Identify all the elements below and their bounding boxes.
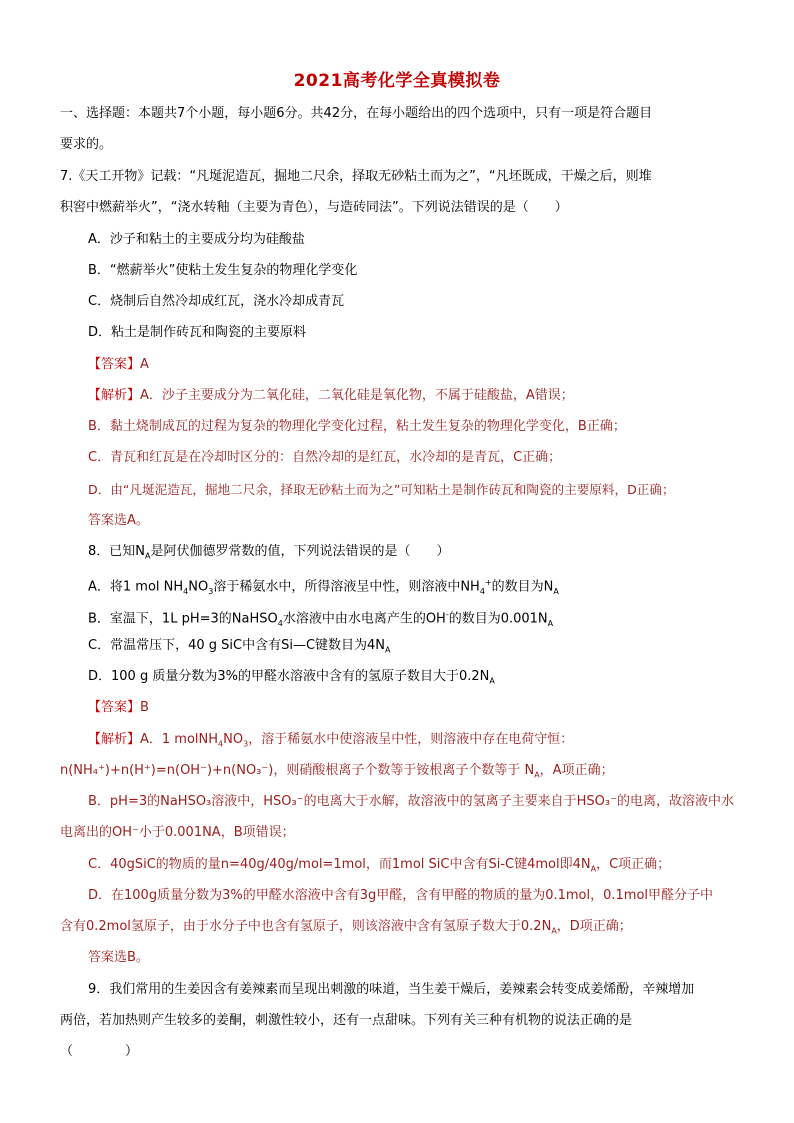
- q7-stem-line-1: 7.《天工开物》记载：“凡埏泥造瓦，掘地二尺余，择取无砂粘土而为之”，“凡坯既成，干燥之后，则堆: [60, 169, 652, 184]
- superscript: -: [445, 610, 449, 619]
- q8-analysis-c: [88, 855, 670, 880]
- subscript: 4: [277, 618, 283, 628]
- subscript: A: [547, 618, 554, 628]
- subscript: 3: [243, 739, 249, 749]
- subscript: A: [590, 864, 597, 874]
- answer-tag: 【答案】: [88, 357, 141, 372]
- q8-analysis-a-equation: [60, 761, 614, 786]
- subscript: A: [385, 645, 391, 655]
- q8-answer: [88, 698, 149, 718]
- q8-option-d-text: D．100 g 质量分数为3%的甲醛水溶液中含有的氢原子数目大于0.2N: [88, 669, 490, 684]
- analysis-text: C．40gSiC的物质的量n=40g/40g/mol=1mol，而1mol SiC中含有Si-C键4mol即4N: [88, 857, 591, 872]
- q8-option-a-text: 的数目为N: [491, 579, 554, 595]
- analysis-text: ，溶于稀氨水中使溶液呈中性，则溶液中存在电荷守恒：: [248, 732, 574, 747]
- q8-option-b-text: B．室温下，1L pH=3的NaHSO: [88, 611, 278, 627]
- q7-conclusion: 答案选A。: [88, 513, 149, 528]
- analysis-text: ，A项正确；: [539, 763, 614, 778]
- q7-option-a: A．沙子和粘土的主要成分均为硅酸盐: [88, 232, 305, 247]
- analysis-text: n(NH₄⁺)+n(H⁺)=n(OH⁻)+n(NO₃⁻)，则硝酸根离子个数等于铵根离子个数等于 N: [60, 763, 535, 778]
- superscript: +: [484, 578, 492, 587]
- q8-option-d: [88, 667, 495, 692]
- subscript: 4: [183, 586, 189, 596]
- q8-stem-post: 是阿伏伽德罗常数的值，下列说法错误的是（ ）: [150, 544, 450, 559]
- q8-option-a: [88, 573, 559, 602]
- section-intro-line-2: 要求的。: [60, 137, 113, 152]
- analysis-text: NO: [223, 732, 244, 747]
- analysis-text: 含有0.2mol氢原子，由于水分子中也含有氢原子，则该溶液中含有氢原子数大于0.2N: [60, 919, 552, 934]
- subscript: 4: [479, 586, 485, 596]
- q8-option-b-text: 水溶液中由水电离产生的OH: [282, 611, 446, 627]
- analysis-tag: 【解析】: [88, 388, 141, 403]
- q8-option-a-text: NO: [188, 579, 209, 595]
- section-intro-line-1: 一、选择题：本题共7个小题，每小题6分。共42分，在每小题给出的四个选项中，只有一项是符合题目: [60, 106, 653, 121]
- answer-tag: 【答案】: [88, 700, 141, 715]
- q7-stem-line-2: 积窖中燃薪举火”，“浇水转釉（主要为青色），与造砖同法”。下列说法错误的是（ ）: [60, 200, 568, 215]
- q8-option-a-text: A．将1 mol NH: [88, 579, 184, 595]
- q8-analysis-d-line-2: [60, 917, 632, 942]
- q8-analysis-b-line-1: B．pH=3的NaHSO₃溶液中，HSO₃⁻的电离大于水解，故溶液中的氢离子主要来自于HSO₃⁻的电离，故溶液中水: [88, 794, 734, 809]
- q9-stem-line-1: 9．我们常用的生姜因含有姜辣素而呈现出刺激的味道，当生姜干燥后，姜辣素会转变成姜烯酚，辛辣增加: [88, 982, 695, 997]
- q7-option-c: C．烧制后自然冷却成红瓦，浇水冷却成青瓦: [88, 294, 345, 309]
- q8-option-b-text: 的数目为0.001N: [448, 611, 548, 627]
- q7-option-d: D．粘土是制作砖瓦和陶瓷的主要原料: [88, 325, 307, 340]
- q7-analysis-c: C．青瓦和红瓦是在冷却时区分的：自然冷却的是红瓦，水冷却的是青瓦，C正确；: [88, 450, 562, 465]
- q8-option-c-text: C．常温常压下，40 g SiC中含有Si—C键数目为4N: [88, 638, 386, 653]
- subscript: 3: [208, 586, 214, 596]
- q8-option-a-text: 溶于稀氨水中，所得溶液呈中性，则溶液中NH: [213, 579, 480, 595]
- q8-conclusion: 答案选B。: [88, 950, 149, 965]
- subscript: 4: [218, 739, 224, 749]
- q8-stem: [88, 542, 450, 567]
- q8-stem-sub: A: [145, 551, 151, 561]
- q8-option-c: [88, 636, 391, 661]
- subscript: A: [553, 586, 559, 596]
- q7-option-b: B．“燃薪举火”使粘土发生复杂的物理化学变化: [88, 263, 358, 278]
- analysis-text: ，C项正确；: [596, 857, 671, 872]
- q8-analysis-a: [88, 730, 573, 755]
- q7-analysis-a: [88, 386, 574, 406]
- q8-option-b: [88, 605, 553, 634]
- answer-value: B: [140, 700, 149, 715]
- q8-analysis-d-line-1: D．在100g质量分数为3%的甲醛水溶液中含有3g甲醛，含有甲醛的物质的量为0.1mol，0.1mol甲醛分子中: [88, 888, 714, 903]
- subscript: A: [534, 770, 540, 780]
- analysis-text: ，D项正确；: [556, 919, 632, 934]
- analysis-text: A．沙子主要成分为二氧化硅，二氧化硅是氧化物，不属于硅酸盐，A错误；: [140, 388, 574, 403]
- q7-answer: [88, 355, 149, 375]
- page-title: 2021高考化学全真模拟卷: [293, 71, 501, 91]
- subscript: A: [551, 926, 557, 936]
- q8-stem-pre: 8．已知N: [88, 544, 145, 559]
- analysis-tag: 【解析】: [88, 732, 141, 747]
- q9-answer-blank: （ ）: [60, 1044, 139, 1059]
- q7-analysis-d: D．由“凡埏泥造瓦，掘地二尺余，择取无砂粘土而为之”可知粘土是制作砖瓦和陶瓷的主要原料，D正确；: [88, 482, 675, 497]
- q7-analysis-b: B．黏土烧制成瓦的过程为复杂的物理化学变化过程，粘土发生复杂的物理化学变化，B正确；: [88, 419, 626, 434]
- answer-value: A: [140, 357, 149, 372]
- q8-analysis-b-line-2: 电离出的OH⁻小于0.001NA，B项错误；: [60, 825, 295, 840]
- q9-stem-line-2: 两倍，若加热则产生较多的姜酮，刺激性较小，还有一点甜味。下列有关三种有机物的说法正确的是: [60, 1013, 633, 1028]
- subscript: A: [489, 676, 495, 686]
- analysis-text: A．1 molNH: [140, 732, 219, 747]
